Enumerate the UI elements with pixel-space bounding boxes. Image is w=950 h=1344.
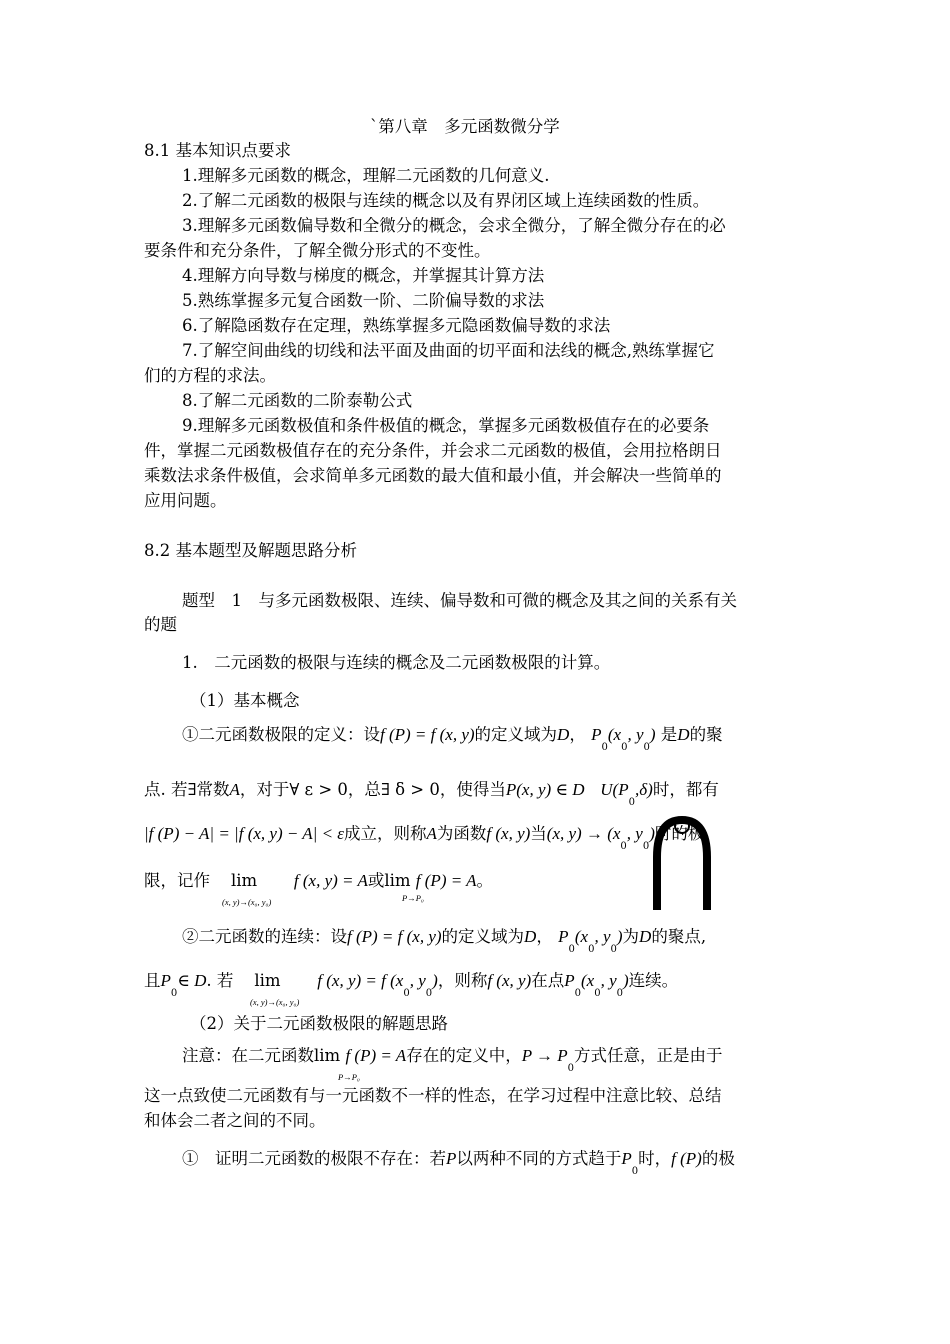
requirement-line: 乘数法求条件极值，会求简单多元函数的最大值和最小值，并会解决一些简单的	[144, 466, 722, 485]
math-sub: 0	[631, 1166, 639, 1177]
math-expr: (x	[607, 725, 622, 744]
text: 。	[476, 871, 494, 890]
requirement-line: 4.理解方向导数与梯度的概念，并掌握其计算方法	[182, 266, 545, 285]
math-var: P	[160, 971, 171, 990]
text: ，对于∀ ε > 0，总∃ δ > 0，使得当	[239, 780, 506, 799]
math-sub: 0	[616, 988, 623, 999]
requirement-line: 们的方程的求法。	[144, 366, 276, 385]
math-expr: )	[649, 824, 655, 843]
math-expr: )	[616, 927, 623, 946]
math-sub: 0	[642, 841, 650, 852]
math-expr: P(x, y) ∈ D	[505, 780, 585, 799]
text: . 若	[206, 971, 234, 990]
text: 时，	[638, 1149, 672, 1168]
text: 的聚点,	[651, 927, 707, 946]
definition-line	[182, 926, 707, 955]
math-expr: , y	[626, 824, 643, 843]
requirement-line: 8.了解二元函数的二阶泰勒公式	[182, 391, 413, 410]
math-expr: f (x, y) = A	[293, 871, 368, 890]
math-var: D	[639, 927, 652, 946]
math-expr: )	[622, 971, 629, 990]
math-lim: lim	[230, 871, 258, 890]
text: 或	[367, 871, 385, 890]
math-expr: , y	[594, 927, 611, 946]
text: ，	[569, 725, 586, 744]
text: 点. 若∃常数	[144, 780, 230, 799]
text: 为	[622, 927, 640, 946]
math-expr: , y	[600, 971, 617, 990]
text: 限，记作	[144, 871, 210, 890]
limit-subscript: P→P₀	[402, 893, 424, 903]
math-expr: |f (P) − A| = |f (x, y) − A| < ε	[144, 824, 344, 843]
math-expr: f (x, y)	[487, 971, 532, 990]
math-expr: f (P) = f (x, y)	[347, 927, 442, 946]
math-expr: U(P	[600, 780, 629, 799]
text: ②二元函数的连续：设	[182, 927, 347, 946]
requirement-line: 5.熟练掌握多元复合函数一阶、二阶偏导数的求法	[182, 291, 545, 310]
math-var: P	[621, 1149, 632, 1168]
text: 是	[660, 725, 678, 744]
math-expr: )	[649, 725, 656, 744]
text: 的定义域为	[441, 927, 525, 946]
requirement-line: 2.了解二元函数的极限与连续的概念以及有界闭区域上连续函数的性质。	[182, 191, 710, 210]
definition-line	[144, 823, 705, 852]
math-var: D	[524, 927, 537, 946]
math-sub: 0	[588, 944, 595, 955]
requirement-line: 7.了解空间曲线的切线和法平面及曲面的切平面和法线的概念,熟练掌握它	[182, 341, 715, 360]
proof-line	[182, 1148, 735, 1177]
definition-line	[144, 870, 493, 892]
math-lim: lim	[384, 871, 411, 890]
requirement-line: 件，掌握二元函数极值存在的充分条件，并会求二元函数的极值，会用拉格朗日	[144, 441, 722, 460]
definition-line	[182, 724, 723, 753]
math-expr: )	[432, 971, 438, 990]
math-expr: , y	[409, 971, 426, 990]
subsection-heading: （1）基本概念	[190, 691, 300, 710]
math-lim: lim	[254, 971, 281, 990]
math-sub: 0	[601, 742, 608, 753]
subsection-heading: （2）关于二元函数极限的解题思路	[190, 1014, 448, 1033]
text: 的极	[701, 1149, 735, 1168]
problem-type-line: 的题	[144, 615, 177, 634]
limit-subscript: (x, y)→(x₀, y₀)	[250, 997, 300, 1007]
math-lim: lim	[314, 1046, 341, 1065]
text: 以两种不同的方式趋于	[456, 1149, 622, 1168]
requirement-line: 应用问题。	[144, 491, 227, 510]
text: 为函数	[436, 824, 487, 843]
math-var: P	[591, 725, 602, 744]
math-expr: f (P) = f (x, y)	[380, 725, 475, 744]
math-expr: (x, y) → (x	[546, 824, 621, 843]
math-sub: 0	[594, 988, 601, 999]
math-sub: 0	[574, 988, 581, 999]
section-heading-1: 8.1 基本知识点要求	[144, 141, 291, 160]
math-sub: 0	[643, 742, 650, 753]
requirement-line: 6.了解隐函数存在定理，熟练掌握多元隐函数偏导数的求法	[182, 316, 611, 335]
math-var: D	[677, 725, 690, 744]
text: ，	[536, 927, 553, 946]
section-heading-2: 8.2 基本题型及解题思路分析	[144, 541, 357, 560]
math-var: P	[446, 1149, 457, 1168]
math-expr: f (P)	[671, 1149, 702, 1168]
text: 当	[530, 824, 547, 843]
requirement-line: 要条件和充分条件，了解全微分形式的不变性。	[144, 241, 491, 260]
math-var: A	[229, 780, 240, 799]
text: 的聚	[689, 725, 723, 744]
text: 连续。	[628, 971, 679, 990]
text: ① 证明二元函数的极限不存在：若	[182, 1149, 446, 1168]
math-sub: 0	[567, 1063, 575, 1074]
definition-line	[144, 779, 719, 808]
limit-subscript: (x, y)→(x₀, y₀)	[222, 897, 272, 907]
text: 方式任意，正是由于	[574, 1046, 723, 1065]
text: 时，都有	[652, 780, 719, 799]
text: 且	[144, 971, 161, 990]
math-expr: ∈ D	[177, 971, 207, 990]
text: 在点	[531, 971, 565, 990]
math-sub: 0	[610, 944, 617, 955]
text: 注意：在二元函数	[182, 1046, 314, 1065]
item-heading: 1. 二元函数的极限与连续的概念及二元函数极限的计算。	[182, 653, 611, 672]
math-expr: (x	[574, 927, 589, 946]
math-sub: 0	[628, 797, 635, 808]
math-sub: 0	[403, 988, 410, 999]
math-var: D	[557, 725, 570, 744]
math-expr: , y	[627, 725, 644, 744]
chapter-title: `第八章 多元函数微分学	[370, 117, 560, 136]
requirement-line: 1.理解多元函数的概念，理解二元函数的几何意义.	[182, 166, 550, 185]
math-sub: 0	[621, 742, 628, 753]
math-sub: 0	[620, 841, 627, 852]
note-line	[182, 1045, 723, 1074]
requirement-line: 9.理解多元函数极值和条件极值的概念，掌握多元函数极值存在的必要条	[182, 416, 710, 435]
math-var: A	[426, 824, 437, 843]
definition-line	[144, 970, 679, 999]
text: 成立，则称	[344, 824, 427, 843]
math-expr: f (x, y) = f (x	[317, 971, 404, 990]
math-var: P	[564, 971, 575, 990]
requirement-line: 3.理解多元函数偏导数和全微分的概念，会求全微分，了解全微分存在的必	[182, 216, 726, 235]
math-sub: 0	[425, 988, 433, 999]
math-expr: (x	[580, 971, 595, 990]
math-expr: f (x, y)	[486, 824, 531, 843]
arch-shape	[647, 812, 717, 912]
math-expr: ,δ)	[634, 780, 653, 799]
math-expr: P → P	[521, 1046, 568, 1065]
note-line: 和体会二者之间的不同。	[144, 1111, 326, 1130]
limit-subscript: P→P₀	[338, 1072, 360, 1082]
problem-type-line: 题型 1 与多元函数极限、连续、偏导数和可微的概念及其之间的关系有关	[182, 591, 737, 610]
text: 的定义域为	[474, 725, 558, 744]
text: ①二元函数极限的定义：设	[182, 725, 380, 744]
note-line: 这一点致使二元函数有与一元函数不一样的性态，在学习过程中注意比较、总结	[144, 1086, 722, 1105]
math-var: P	[558, 927, 569, 946]
text: 存在的定义中，	[406, 1046, 522, 1065]
text: ，则称	[437, 971, 488, 990]
math-expr: f (P) = A	[415, 871, 477, 890]
math-sub: 0	[568, 944, 575, 955]
text: 时的极	[654, 824, 705, 843]
math-sub: 0	[170, 988, 178, 999]
math-expr: f (P) = A	[345, 1046, 407, 1065]
